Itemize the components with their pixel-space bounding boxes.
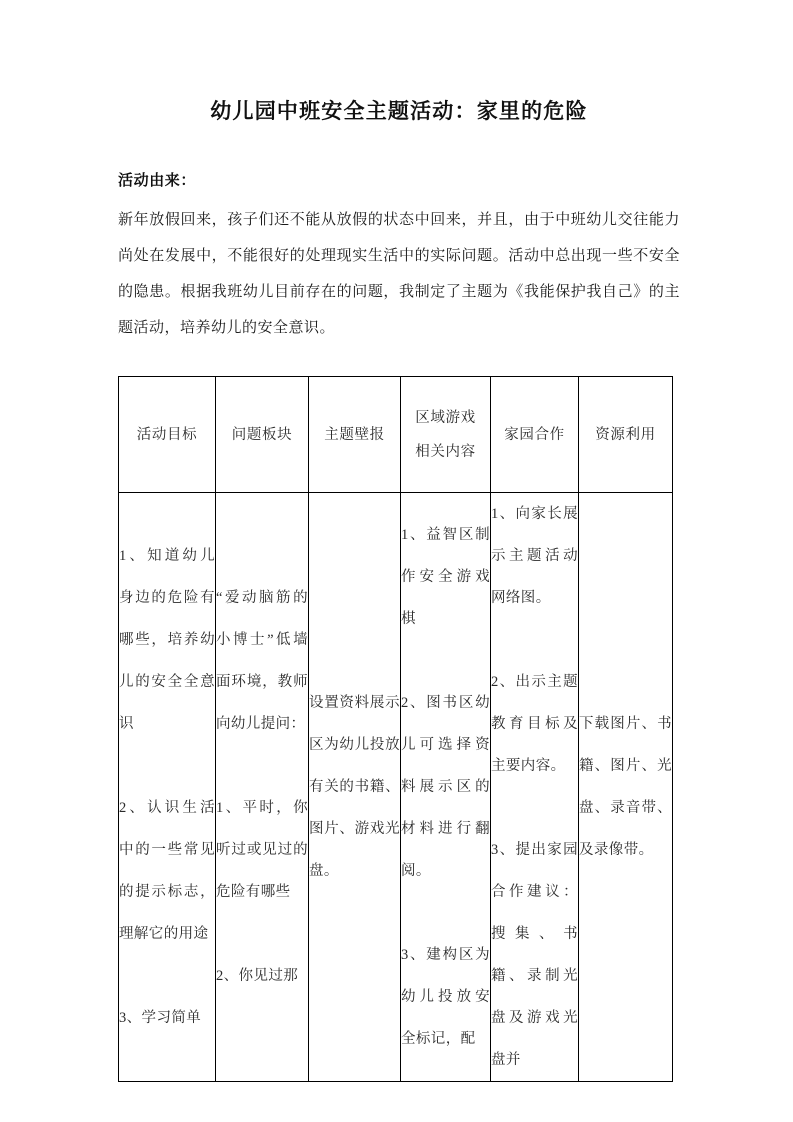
table-header-cell-activity-goal: [119, 377, 216, 493]
cell-block: 2、出示主题教育目标及主要内容。: [491, 674, 578, 774]
table-cell-activity-goal: [119, 493, 216, 1082]
table-header-cell-question-board: [216, 377, 309, 493]
table-cell-theme-poster: [309, 493, 401, 1082]
cell-block: 设置资料展示区为幼儿投放有关的书籍、图片、游戏光盘。: [309, 695, 400, 879]
cell-block: 3、建构区为幼儿投放安全标记，配: [401, 947, 490, 1047]
table-row: [119, 493, 673, 1082]
activity-plan-table: [118, 376, 673, 1082]
header-line-1: 资源利用: [595, 426, 656, 443]
table-header-cell-home-school: [491, 377, 579, 493]
header-line-1: 家园合作: [504, 426, 565, 443]
activity-table-wrapper: [118, 346, 680, 1082]
table-cell-area-game: [401, 493, 491, 1082]
page-content: [118, 0, 680, 1082]
header-line-2: 相关内容: [415, 443, 476, 460]
table-cell-resource-use: [579, 493, 673, 1082]
header-line-1: 主题壁报: [324, 426, 385, 443]
cell-block: 1、益智区制作安全游戏棋: [401, 527, 490, 627]
cell-block: 1、向家长展示主题活动网络图。: [491, 506, 578, 606]
cell-block: 3、提出家园合作建议：搜集、书籍、录制光盘及游戏光盘并: [491, 842, 578, 1068]
page-title: 幼儿园中班安全主题活动：家里的危险: [210, 99, 588, 123]
table-header-row: [119, 377, 673, 493]
cell-block: 1、知道幼儿身边的危险有哪些，培养幼儿的安全全意识: [119, 548, 215, 732]
table-header-cell-theme-poster: [309, 377, 401, 493]
header-line-1: 问题板块: [231, 426, 293, 443]
header-line-1: 活动目标: [136, 426, 198, 443]
table-cell-home-school: [491, 493, 579, 1082]
table-header-cell-resource-use: [579, 377, 673, 493]
cell-block: 3、学习简单: [119, 1010, 202, 1026]
table-header-cell-area-game: [401, 377, 491, 493]
cell-block: 下载图片、书籍、图片、光盘、录音带、及录像带。: [579, 716, 672, 858]
cell-block: “爱动脑筋的小博士”低墙面环境，教师向幼儿提问：: [216, 590, 308, 732]
table-cell-question-board: [216, 493, 309, 1082]
cell-block: 2、认识生活中的一些常见的提示标志，理解它的用途: [119, 800, 215, 942]
intro-paragraph: 新年放假回来，孩子们还不能从放假的状态中回来，并且，由于中班幼儿交往能力尚处在发展中，不能很好的处理现实生活中的实际问题。活动中总出现一些不安全的隐患。根据我班幼儿目前存在的问题，我制定了主题为《我能保护我自己》的主题活动，培养幼儿的安全意识。: [118, 212, 680, 336]
cell-block: 1、平时，你听过或见过的危险有哪些: [216, 800, 308, 900]
cell-block: 2、你见过那: [216, 968, 299, 984]
header-line-1: 区域游戏: [415, 409, 476, 426]
section-heading-activity-origin: 活动由来：: [118, 173, 197, 189]
cell-block: 2、图书区幼儿可选择资料展示区的材料进行翻阅。: [401, 695, 490, 879]
